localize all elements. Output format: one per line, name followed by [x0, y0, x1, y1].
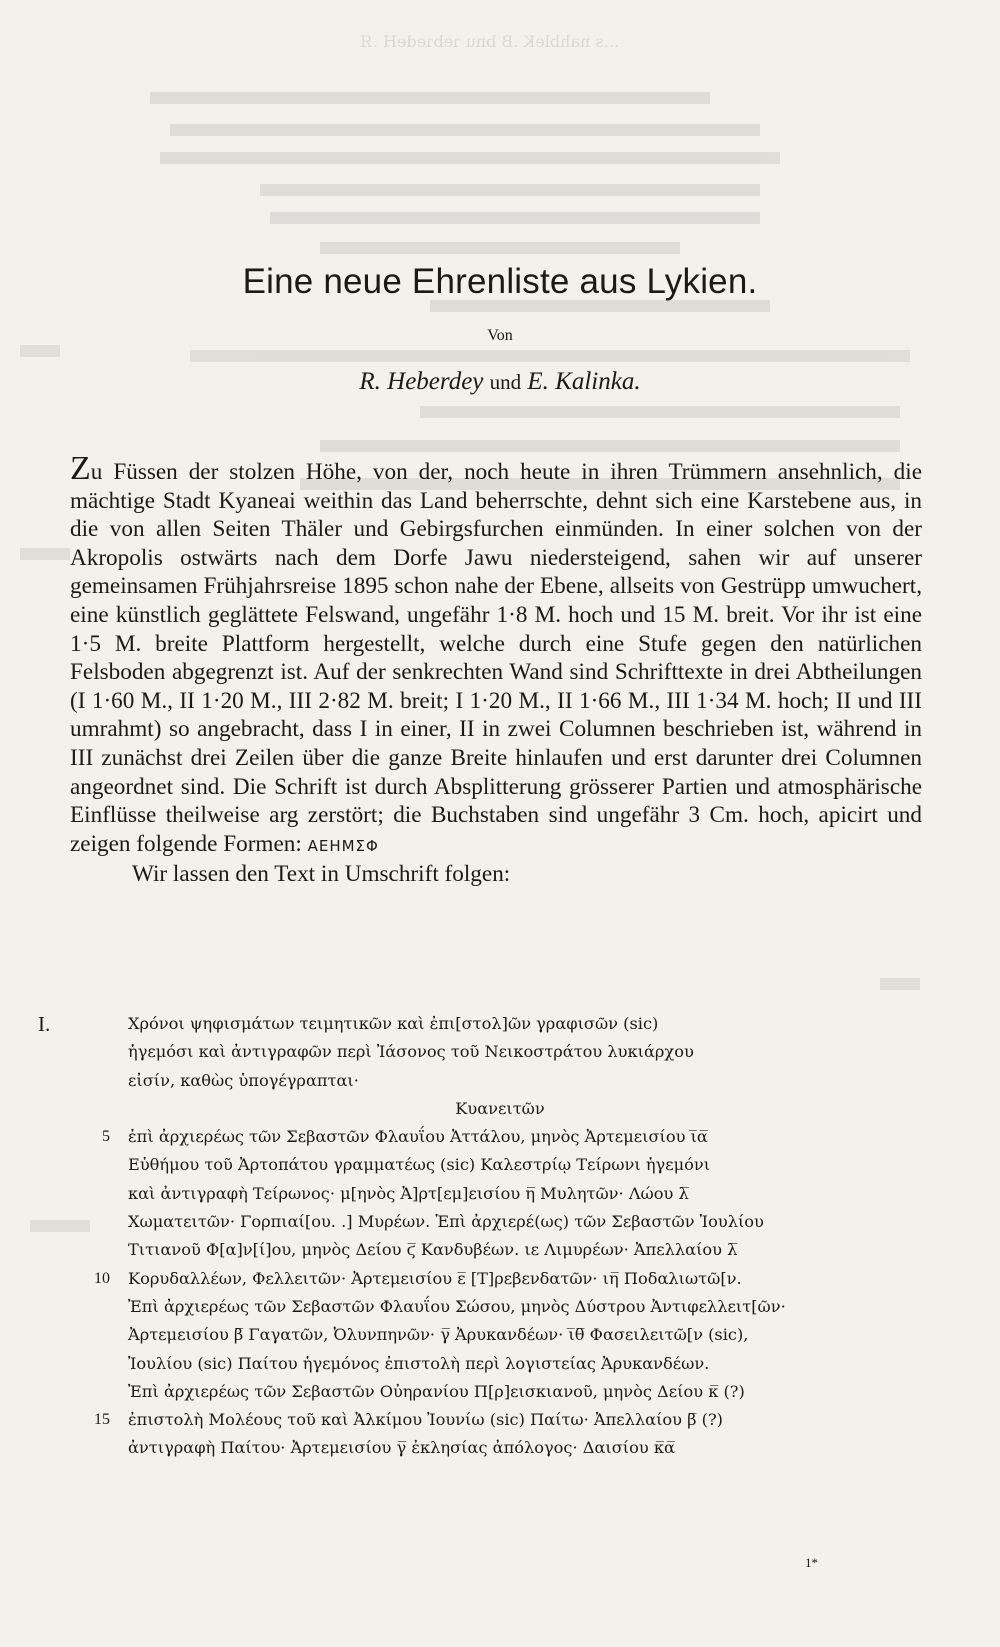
inscription-text — [60, 1010, 940, 1463]
line-number: 10 — [94, 1269, 110, 1287]
inscription-line — [60, 1406, 940, 1434]
bleed-through: …s nahbleK .B bnu ɿebɿedeH .Я — [0, 0, 1000, 1647]
line-text: Κορυδαλλέων, Φελλειτῶν· Ἀρτεμεισίου ε̅ [Τ]ρεβενδατῶν· ιη̅ Ποδαλιωτῶ[ν. — [128, 1268, 742, 1288]
section-label: I. — [38, 1012, 51, 1036]
line-number: 15 — [94, 1411, 110, 1429]
author-kalinka: E. Kalinka. — [527, 368, 641, 395]
article-body — [70, 450, 922, 889]
paragraph-intro — [70, 450, 922, 860]
inscription-line — [60, 1067, 940, 1095]
line-text: ἐπὶ ἀρχιερέως τῶν Σεβαστῶν Φλαυΐου Ἀττάλου, μηνὸς Ἀρτεμεισίου ι̅α̅ — [128, 1127, 708, 1147]
letter-forms: ΑΕΗΜΣΦ — [307, 836, 379, 855]
author-conjunction: und — [489, 370, 522, 394]
inscription-line — [60, 1293, 940, 1321]
inscription-line — [60, 1123, 940, 1151]
paragraph-intro-text: u Füssen der stolzen Höhe, von der, noch heute in ihren Trümmern ansehnlich, die mächtige Stadt Kyaneai weithin das Land beherrschte, dehnt sich eine Karstebene aus, in die von allen Seiten Thäler und Gebirgsfurchen einmünden. In einer solchen von der Akropolis ostwärts nach dem Dorfe Jawu niedersteigend, sahen wir auf unserer gemeinsamen Frühjahrsreise 1895 schon nahe der Ebene, allseits von Gestrüpp umwuchert, eine künstlich geglättete Felswand, ungefähr 1·8 M. hoch und 15 M. breit. Vor ihr ist eine 1·5 M. breite Plattform hergestellt, welche durch eine Stufe gegen den natürlichen Felsboden abgegrenzt ist. Auf der senkrechten Wand sind Schrifttexte in drei Abtheilungen (I 1·60 M., II 1·20 M., III 2·82 M. breit; I 1·20 M., II 1·66 M., III 1·34 M. hoch; II und III umrahmt) so angebracht, dass I in einer, II in zwei Columnen beschrieben ist, während in III zunächst drei Zeilen über die ganze Breite hinlaufen und erst darunter drei Columnen angeordnet sind. Die Schrift ist durch Absplitterung grösserer Partien und atmosphärische Einflüsse theilweise arg zerstört; die Buchstaben sind ungefähr 3 Cm. hoch, apicirt und zeigen folgende Formen: — [70, 459, 922, 857]
inscription-line — [60, 1151, 940, 1179]
inscription-line — [60, 1208, 940, 1236]
inscription-line — [60, 1378, 940, 1406]
line-text: Χωματειτῶν· Γορπιαί[ου. .] Μυρέων. Ἐπὶ ἀρχιερέ(ως) τῶν Σεβαστῶν Ἰουλίου — [128, 1212, 764, 1232]
line-text: Εὐθήμου τοῦ Ἀρτοπάτου γραμματέως (sic) Καλεστρίῳ Τείρωνι ἡγεμόνι — [128, 1155, 711, 1175]
line-text: καὶ ἀντιγραφὴ Τείρωνος· μ[ηνὸς Ἀ]ρτ[εμ]εισίου η̅ Μυλητῶν· Λώου λ̅ — [128, 1183, 689, 1203]
inscription-line — [60, 1434, 940, 1462]
author-heberdey: R. Heberdey — [359, 368, 484, 395]
paragraph-transcription-intro: Wir lassen den Text in Umschrift folgen: — [132, 861, 511, 888]
inscription-line — [60, 1265, 940, 1293]
inscription-line — [60, 1095, 940, 1123]
inscription-line — [60, 1180, 940, 1208]
inscription-line — [60, 1038, 940, 1066]
line-text: ἡγεμόσι καὶ ἀντιγραφῶν περὶ Ἰάσονος τοῦ Νεικοστράτου λυκιάρχου — [128, 1042, 694, 1062]
line-text: εἰσίν, καθὼς ὑπογέγραπται· — [128, 1070, 359, 1090]
byline-von: Von — [487, 327, 513, 344]
line-text: ἀντιγραφὴ Παίτου· Ἀρτεμεισίου γ̅ ἐκλησίας ἀπόλογος· Δαισίου κ̅α̅ — [128, 1438, 675, 1458]
authors — [0, 368, 1000, 396]
inscription-line — [60, 1350, 940, 1378]
signature-mark: 1* — [805, 1555, 818, 1570]
line-number: 5 — [102, 1128, 110, 1146]
line-text: Χρόνοι ψηφισμάτων τειμητικῶν καὶ ἐπι[στολ]ῶν γραφισῶν (sic) — [128, 1014, 659, 1033]
inscription-line — [60, 1321, 940, 1349]
article-title: Eine neue Ehrenliste aus Lykien. — [242, 262, 758, 301]
drop-cap: Z — [70, 450, 91, 487]
line-text: ἐπιστολὴ Μολέους τοῦ καὶ Ἀλκίμου Ἰουνίω (sic) Παίτω· Ἀπελλαίου β̅ (?) — [128, 1410, 723, 1430]
line-text: Τιτιανοῦ Φ[α]ν[ί]ου, μηνὸς Δείου ϛ̅ Κανδυβέων. ιε Λιμυρέων· Ἀπελλαίου λ̅ — [128, 1240, 738, 1260]
inscription-line — [60, 1236, 940, 1264]
line-text: Κυανειτῶν — [455, 1098, 545, 1118]
line-text: Ἐπὶ ἀρχιερέως τῶν Σεβαστῶν Φλαυΐου Σώσου, μηνὸς Δύστρου Ἀντιφελλειτ[ῶν· — [128, 1296, 786, 1316]
line-text: Ἀρτεμεισίου β̅ Γαγατῶν, Ὀλυνπηνῶν· γ̅ Ἀρυκανδέων· ι̅θ̅ Φασειλειτῶ[ν (sic), — [128, 1325, 749, 1345]
line-text: Ἐπὶ ἀρχιερέως τῶν Σεβαστῶν Οὐηρανίου Π[ρ]εισκιανοῦ, μηνὸς Δείου κ̅ (?) — [128, 1381, 745, 1401]
line-text: Ἰουλίου (sic) Παίτου ἡγεμόνος ἐπιστολὴ περὶ λογιστείας Ἀρυκανδέων. — [128, 1353, 710, 1373]
inscription-line — [60, 1010, 940, 1038]
